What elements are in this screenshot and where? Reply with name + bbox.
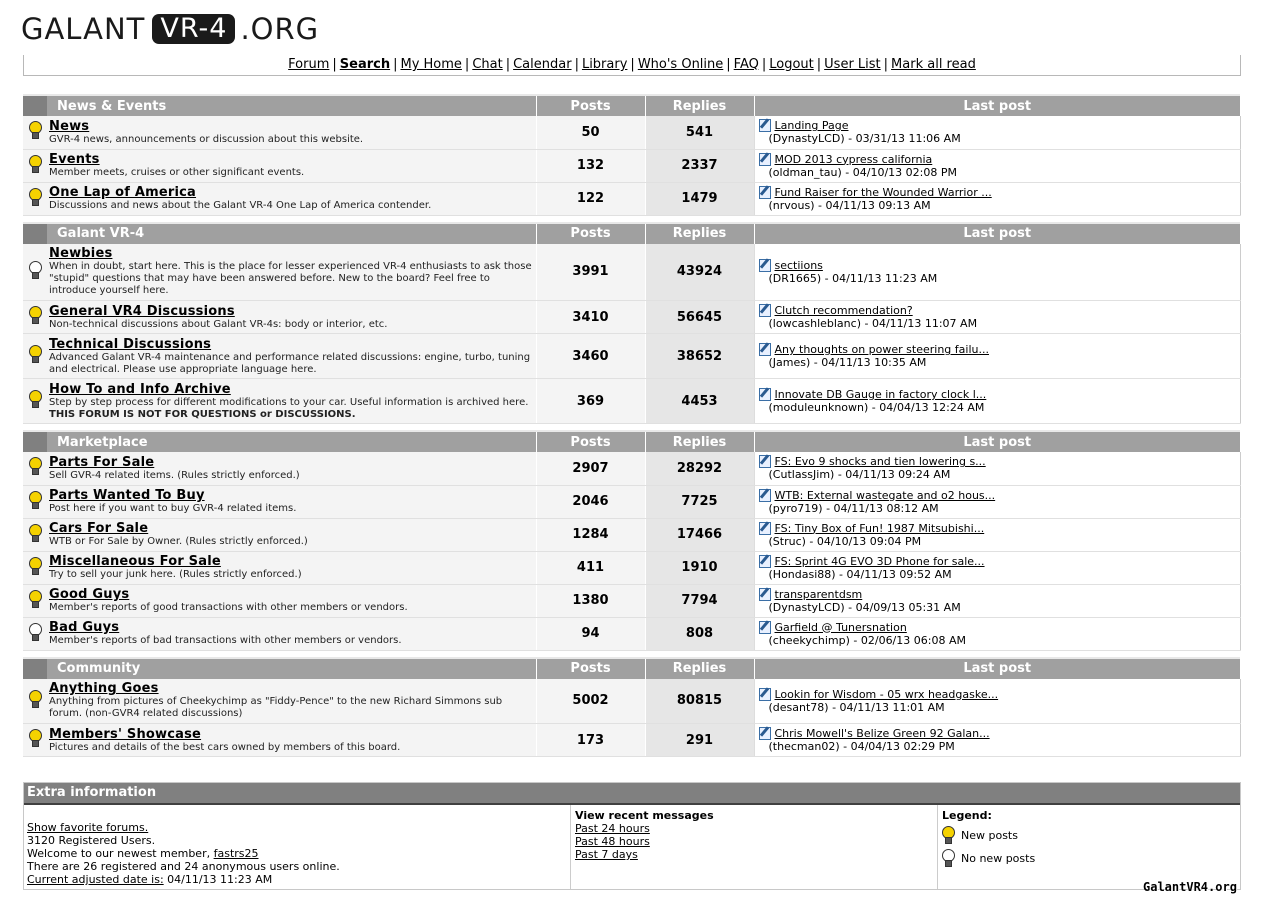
post-icon (759, 489, 771, 502)
forum-posts-count: 1380 (536, 584, 645, 617)
nav-separator: | (816, 57, 822, 72)
lightbulb-on-icon (29, 491, 42, 509)
last-post-column-header: Last post (754, 431, 1240, 452)
posts-column-header: Posts (536, 658, 645, 679)
forum-title-link[interactable]: Parts Wanted To Buy (49, 488, 205, 503)
lightbulb-on-icon (29, 524, 42, 542)
forum-table (23, 94, 1241, 757)
nav-separator: | (574, 57, 579, 72)
forum-description-text: Member meets, cruises or other significant events. (49, 167, 305, 178)
forum-posts-count: 411 (536, 551, 645, 584)
nav-link-library[interactable]: Library (581, 57, 628, 72)
last-post-title-line (759, 588, 1240, 601)
replies-column-header: Replies (645, 658, 754, 679)
forum-status-cell (23, 334, 47, 379)
forum-info-cell (47, 485, 536, 518)
forum-description-text: WTB or For Sale by Owner. (Rules strictly enforced.) (49, 536, 308, 547)
forum-description (49, 352, 534, 376)
nav-separator: | (630, 57, 635, 72)
last-post-link[interactable]: MOD 2013 cypress california (774, 152, 933, 166)
forum-row (23, 452, 1240, 485)
last-post-cell (754, 334, 1240, 379)
post-icon (759, 186, 771, 199)
forum-title-link[interactable]: Technical Discussions (49, 336, 212, 352)
recent-messages-heading: View recent messages (575, 809, 714, 822)
lightbulb-on-icon (29, 306, 42, 324)
forum-description-text: GVR-4 news, announcements or discussion about this website. (49, 133, 364, 145)
past-7-days-link[interactable]: Past 7 days (575, 848, 638, 861)
last-post-meta: (James) - 04/11/13 10:35 AM (768, 356, 927, 369)
lightbulb-on-icon (29, 121, 42, 139)
forum-description (49, 200, 534, 212)
forum-description-text: Non-technical discussions about Galant VR-4s: body or interior, etc. (49, 318, 388, 330)
users-online-text: There are 26 registered and 24 anonymous users online. (27, 860, 340, 873)
forum-description-notice: THIS FORUM IS NOT FOR QUESTIONS or DISCUSSIONS. (49, 408, 356, 420)
category-header-spacer (23, 431, 47, 452)
forum-title-link[interactable]: Anything Goes (49, 681, 159, 697)
last-post-link[interactable]: FS: Sprint 4G EVO 3D Phone for sale... (774, 554, 985, 568)
last-post-meta: (moduleunknown) - 04/04/13 12:24 AM (768, 401, 985, 414)
category-header-spacer (23, 223, 47, 244)
nav-separator: | (332, 57, 337, 72)
last-post-meta: (oldman_tau) - 04/10/13 02:08 PM (768, 165, 957, 179)
forum-description (49, 602, 534, 614)
nav-separator: | (761, 57, 767, 72)
post-icon (759, 388, 771, 401)
forum-info-cell (47, 679, 536, 724)
forum-replies-count: 1910 (645, 551, 754, 584)
forum-row (23, 551, 1240, 584)
category-spacer (23, 424, 1240, 432)
last-post-link[interactable]: WTB: External wastegate and o2 hous... (774, 488, 996, 502)
forum-description (49, 397, 534, 421)
last-post-cell (754, 485, 1240, 518)
post-icon (759, 688, 771, 701)
forum-status-cell (23, 301, 47, 334)
forum-row (23, 182, 1240, 215)
current-date-line (27, 873, 570, 886)
forum-description (49, 167, 534, 179)
lightbulb-on-icon (29, 390, 42, 408)
last-post-meta: (desant78) - 04/11/13 11:01 AM (768, 700, 945, 714)
post-icon (759, 455, 771, 468)
post-icon (759, 259, 771, 272)
last-post-link[interactable]: sectiions (774, 258, 823, 272)
newest-member-link[interactable]: fastrs25 (213, 847, 259, 860)
forum-description (49, 742, 534, 754)
last-post-meta: (pyro719) - 04/11/13 08:12 AM (768, 501, 939, 515)
lightbulb-on-icon (29, 729, 42, 747)
post-icon (759, 304, 771, 317)
last-post-column-header: Last post (754, 223, 1240, 244)
board-stats (24, 805, 570, 889)
last-post-meta: (DR1665) - 04/11/13 11:23 AM (768, 271, 938, 285)
forum-title-link[interactable]: News (49, 118, 90, 134)
last-post-meta: (Hondasi88) - 04/11/13 09:52 AM (768, 567, 952, 581)
nav-separator: | (883, 57, 889, 72)
forum-title-link[interactable]: How To and Info Archive (49, 381, 231, 397)
last-post-link[interactable]: Lookin for Wisdom - 05 wrx headgaske... (774, 687, 999, 701)
category-header-row (23, 431, 1240, 452)
nav-link-my-home[interactable]: My Home (400, 57, 462, 72)
forum-title-link[interactable]: Cars For Sale (49, 521, 149, 536)
nav-link-user-list[interactable]: User List (824, 57, 881, 72)
post-icon (759, 621, 771, 634)
last-post-link[interactable]: FS: Evo 9 shocks and tien lowering s... (774, 455, 986, 469)
category-spacer (23, 650, 1240, 658)
forum-description-text: Advanced Galant VR-4 maintenance and performance related discussions: engine, turbo, tuning and electrical. Please use appropriate language here. (49, 351, 531, 375)
forum-status-cell (23, 116, 47, 149)
category-name: Galant VR-4 (47, 223, 536, 244)
last-post-title-line (759, 455, 1240, 468)
forum-posts-count: 5002 (536, 679, 645, 724)
last-post-cell (754, 518, 1240, 551)
extra-information-panel (23, 782, 1241, 890)
last-post-cell (754, 116, 1240, 149)
forum-description (49, 261, 534, 297)
forum-title-link[interactable]: Parts For Sale (49, 454, 155, 470)
recent-messages (570, 805, 937, 889)
past-48-hours-link[interactable]: Past 48 hours (575, 835, 650, 848)
last-post-title-line (759, 388, 1240, 401)
lightbulb-on-icon (29, 457, 42, 475)
last-post-link[interactable]: Garfield @ Tunersnation (774, 620, 907, 634)
registered-users-count: 3120 Registered Users. (27, 834, 156, 847)
forum-row (23, 334, 1240, 379)
forum-description-text: Sell GVR-4 related items. (Rules strictly enforced.) (49, 469, 300, 481)
nav-link-who-s-online[interactable]: Who's Online (637, 57, 724, 72)
lightbulb-off-icon (942, 849, 955, 867)
post-icon (759, 153, 771, 166)
forum-status-cell (23, 679, 47, 724)
last-post-cell (754, 584, 1240, 617)
forum-row (23, 149, 1240, 182)
forum-row (23, 724, 1240, 757)
forum-replies-count: 541 (645, 116, 754, 149)
forum-row (23, 617, 1240, 650)
category-header-row (23, 95, 1240, 116)
replies-column-header: Replies (645, 431, 754, 452)
forum-description (49, 470, 534, 482)
forum-title-link[interactable]: One Lap of America (49, 185, 197, 200)
last-post-column-header: Last post (754, 658, 1240, 679)
forum-description (49, 536, 534, 548)
category-header-spacer (23, 95, 47, 116)
forum-status-cell (23, 244, 47, 301)
forum-row (23, 518, 1240, 551)
replies-column-header: Replies (645, 95, 754, 116)
last-post-cell (754, 379, 1240, 424)
lightbulb-on-icon (29, 345, 42, 363)
forum-row (23, 584, 1240, 617)
post-icon (759, 119, 771, 132)
forum-replies-count: 56645 (645, 301, 754, 334)
last-post-meta: (nrvous) - 04/11/13 09:13 AM (768, 198, 931, 212)
nav-link-faq[interactable]: FAQ (733, 57, 759, 72)
last-post-cell (754, 724, 1240, 757)
nav-link-search[interactable]: Search (339, 57, 391, 72)
forum-title-link[interactable]: Members' Showcase (49, 726, 202, 742)
posts-column-header: Posts (536, 223, 645, 244)
lightbulb-on-icon (942, 826, 955, 844)
forum-description-text: Pictures and details of the best cars owned by members of this board. (49, 741, 401, 753)
category-header-row (23, 223, 1240, 244)
last-post-title-line (759, 119, 1240, 132)
forum-posts-count: 122 (536, 182, 645, 215)
newest-member-line (27, 847, 570, 860)
last-post-cell (754, 244, 1240, 301)
forum-replies-count: 4453 (645, 379, 754, 424)
forum-info-cell (47, 301, 536, 334)
last-post-title-line (759, 621, 1240, 634)
last-post-column-header: Last post (754, 95, 1240, 116)
forum-description-text: Anything from pictures of Cheekychimp as "Fiddy-Pence" to the new Richard Simmons sub forum. (non-GVR4 related discussions) (49, 696, 503, 720)
logo-text-vr4: VR-4 (152, 14, 235, 44)
last-post-meta: (DynastyLCD) - 04/09/13 05:31 AM (768, 600, 961, 614)
post-icon (759, 343, 771, 356)
last-post-title-line (759, 555, 1240, 568)
forum-row (23, 379, 1240, 424)
last-post-title-line (759, 727, 1240, 740)
forum-status-cell (23, 617, 47, 650)
forum-info-cell (47, 617, 536, 650)
forum-description (49, 696, 534, 720)
forum-posts-count: 369 (536, 379, 645, 424)
legend-heading: Legend: (942, 809, 992, 822)
forum-row (23, 485, 1240, 518)
forum-posts-count: 3460 (536, 334, 645, 379)
last-post-cell (754, 301, 1240, 334)
last-post-title-line (759, 489, 1240, 502)
category-spacer (23, 215, 1240, 223)
last-post-cell (754, 551, 1240, 584)
category-name: Community (47, 658, 536, 679)
category-name: Marketplace (47, 431, 536, 452)
last-post-meta: (lowcashleblanc) - 04/11/13 11:07 AM (768, 317, 978, 330)
welcome-text: Welcome to our newest member, (27, 847, 214, 860)
forum-replies-count: 291 (645, 724, 754, 757)
forum-status-cell (23, 149, 47, 182)
posts-column-header: Posts (536, 95, 645, 116)
last-post-meta: (CutlassJim) - 04/11/13 09:24 AM (768, 468, 951, 482)
last-post-title-line (759, 304, 1240, 317)
forum-posts-count: 1284 (536, 518, 645, 551)
forum-description-text: Member's reports of bad transactions with other members or vendors. (49, 635, 402, 646)
forum-replies-count: 80815 (645, 679, 754, 724)
last-post-meta: (DynastyLCD) - 03/31/13 11:06 AM (768, 132, 961, 146)
last-post-cell (754, 182, 1240, 215)
top-navigation (23, 55, 1241, 76)
forum-posts-count: 2046 (536, 485, 645, 518)
last-post-link[interactable]: Any thoughts on power steering failu... (774, 343, 989, 356)
forum-info-cell (47, 584, 536, 617)
forum-status-cell (23, 452, 47, 485)
last-post-link[interactable]: FS: Tiny Box of Fun! 1987 Mitsubishi... (774, 521, 985, 535)
forum-posts-count: 94 (536, 617, 645, 650)
forum-title-link[interactable]: Good Guys (49, 587, 130, 602)
forum-title-link[interactable]: General VR4 Discussions (49, 303, 235, 319)
current-date-link[interactable]: Current adjusted date is: (27, 873, 164, 886)
forum-list (23, 94, 1240, 757)
forum-description-text: Member's reports of good transactions with other members or vendors. (49, 602, 408, 613)
forum-title-link[interactable]: Events (49, 152, 100, 167)
posts-column-header: Posts (536, 431, 645, 452)
forum-row (23, 116, 1240, 149)
last-post-meta: (thecman02) - 04/04/13 02:29 PM (768, 740, 955, 753)
past-24-hours-link[interactable]: Past 24 hours (575, 822, 650, 835)
forum-posts-count: 132 (536, 149, 645, 182)
forum-status-cell (23, 551, 47, 584)
last-post-link[interactable]: Clutch recommendation? (774, 304, 913, 317)
forum-info-cell (47, 551, 536, 584)
forum-description-text: Post here if you want to buy GVR-4 related items. (49, 503, 297, 514)
forum-description (49, 635, 534, 647)
nav-link-chat[interactable]: Chat (472, 57, 503, 72)
last-post-link[interactable]: Chris Mowell's Belize Green 92 Galan... (774, 727, 990, 740)
legend-no-new-posts-label: No new posts (961, 851, 1036, 865)
post-icon (759, 555, 771, 568)
lightbulb-off-icon (29, 623, 42, 641)
forum-status-cell (23, 485, 47, 518)
legend-new-posts-label: New posts (961, 828, 1018, 842)
category-name: News & Events (47, 95, 536, 116)
forum-replies-count: 7725 (645, 485, 754, 518)
last-post-meta: (Struc) - 04/10/13 09:04 PM (768, 534, 922, 548)
site-logo[interactable] (21, 12, 319, 46)
legend (937, 805, 1240, 889)
forum-description (49, 503, 534, 515)
last-post-cell (754, 679, 1240, 724)
forum-status-cell (23, 379, 47, 424)
nav-separator: | (505, 57, 511, 72)
lightbulb-on-icon (29, 557, 42, 575)
forum-replies-count: 28292 (645, 452, 754, 485)
last-post-title-line (759, 522, 1240, 535)
last-post-title-line (759, 259, 1240, 272)
category-header-spacer (23, 658, 47, 679)
forum-info-cell (47, 149, 536, 182)
forum-info-cell (47, 724, 536, 757)
forum-description-text: Step by step process for different modifications to your car. Useful information is archived here. (49, 396, 529, 408)
current-date-value: 04/11/13 11:23 AM (163, 873, 273, 886)
forum-replies-count: 17466 (645, 518, 754, 551)
forum-description-text: Discussions and news about the Galant VR-4 One Lap of America contender. (49, 200, 432, 211)
forum-info-cell (47, 334, 536, 379)
lightbulb-on-icon (29, 690, 42, 708)
forum-row (23, 301, 1240, 334)
category-header-row (23, 658, 1240, 679)
post-icon (759, 588, 771, 601)
forum-title-link[interactable]: Newbies (49, 246, 113, 262)
last-post-title-line (759, 343, 1240, 356)
last-post-title-line (759, 688, 1240, 701)
forum-replies-count: 1479 (645, 182, 754, 215)
nav-link-calendar[interactable]: Calendar (513, 57, 572, 72)
forum-replies-count: 43924 (645, 244, 754, 301)
last-post-cell (754, 149, 1240, 182)
forum-info-cell (47, 244, 536, 301)
forum-info-cell (47, 182, 536, 215)
forum-title-link[interactable]: Miscellaneous For Sale (49, 554, 221, 569)
forum-status-cell (23, 584, 47, 617)
forum-posts-count: 3991 (536, 244, 645, 301)
forum-posts-count: 2907 (536, 452, 645, 485)
forum-info-cell (47, 518, 536, 551)
last-post-meta: (cheekychimp) - 02/06/13 06:08 AM (768, 633, 966, 647)
forum-description-text: When in doubt, start here. This is the place for lesser experienced VR-4 enthusiasts to ask those "stupid" questions that may have been answered before. New to the board? Feel free to introduce yourself here. (49, 261, 532, 297)
replies-column-header: Replies (645, 223, 754, 244)
forum-replies-count: 38652 (645, 334, 754, 379)
forum-description-text: Try to sell your junk here. (Rules strictly enforced.) (49, 569, 302, 580)
lightbulb-on-icon (29, 590, 42, 608)
lightbulb-on-icon (29, 188, 42, 206)
nav-separator: | (464, 57, 470, 72)
last-post-title-line (759, 186, 1240, 199)
logo-text-org: .ORG (240, 12, 320, 46)
forum-info-cell (47, 116, 536, 149)
nav-separator: | (726, 57, 731, 72)
last-post-link[interactable]: Landing Page (774, 119, 849, 133)
forum-row (23, 244, 1240, 301)
extra-information-header: Extra information (24, 783, 1240, 805)
nav-link-logout[interactable]: Logout (769, 57, 814, 72)
lightbulb-on-icon (29, 155, 42, 173)
forum-posts-count: 50 (536, 116, 645, 149)
forum-description (49, 569, 534, 581)
last-post-link[interactable]: Innovate DB Gauge in factory clock l... (774, 388, 987, 401)
forum-info-cell (47, 452, 536, 485)
forum-status-cell (23, 182, 47, 215)
last-post-title-line (759, 153, 1240, 166)
forum-posts-count: 3410 (536, 301, 645, 334)
forum-replies-count: 7794 (645, 584, 754, 617)
show-favorite-forums-link[interactable]: Show favorite forums. (27, 821, 149, 834)
forum-status-cell (23, 518, 47, 551)
last-post-link[interactable]: transparentdsm (774, 587, 863, 601)
nav-link-forum[interactable]: Forum (288, 57, 330, 72)
forum-status-cell (23, 724, 47, 757)
forum-replies-count: 2337 (645, 149, 754, 182)
forum-posts-count: 173 (536, 724, 645, 757)
watermark: GalantVR4.org (1143, 880, 1237, 894)
post-icon (759, 522, 771, 535)
forum-description (49, 319, 534, 331)
nav-link-mark-all-read[interactable]: Mark all read (891, 57, 976, 72)
nav-separator: | (393, 57, 398, 72)
logo-text-galant: GALANT (21, 12, 146, 46)
last-post-cell (754, 452, 1240, 485)
legend-no-new-posts (942, 848, 1240, 868)
forum-description (49, 134, 534, 146)
lightbulb-off-icon (29, 261, 42, 279)
legend-new-posts (942, 825, 1240, 845)
forum-row (23, 679, 1240, 724)
forum-title-link[interactable]: Bad Guys (49, 620, 120, 635)
last-post-cell (754, 617, 1240, 650)
post-icon (759, 727, 771, 740)
forum-info-cell (47, 379, 536, 424)
last-post-link[interactable]: Fund Raiser for the Wounded Warrior ... (774, 185, 992, 199)
forum-replies-count: 808 (645, 617, 754, 650)
